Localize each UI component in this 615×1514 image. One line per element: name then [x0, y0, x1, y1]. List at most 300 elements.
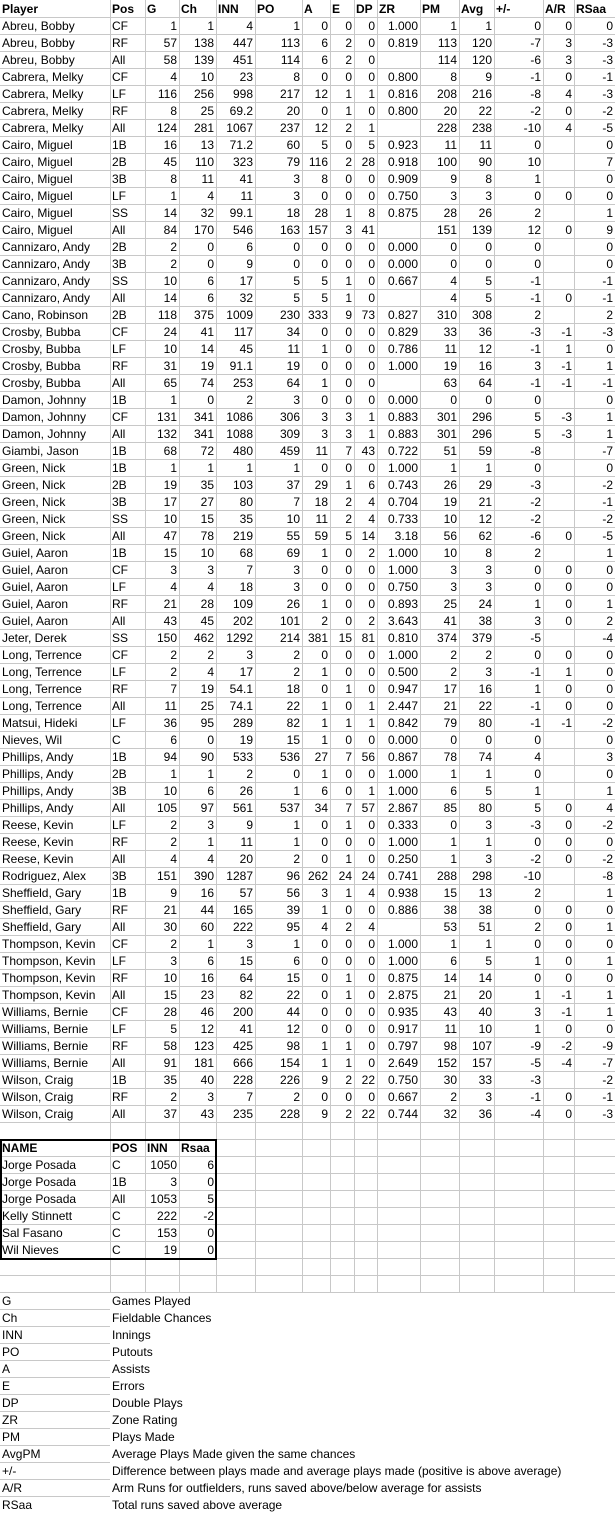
table-cell[interactable]: 8 [368, 206, 375, 220]
table-cell[interactable] [543, 443, 574, 460]
table-cell[interactable]: 0 [345, 665, 352, 679]
player-name-cell[interactable]: Phillips, Andy [2, 750, 74, 764]
table-cell[interactable]: 17 [239, 665, 253, 679]
player-name-cell[interactable]: Guiel, Aaron [2, 580, 69, 594]
table-cell[interactable]: 2 [345, 36, 352, 50]
table-cell[interactable]: -10 [523, 121, 541, 135]
table-cell[interactable]: 163 [279, 223, 300, 237]
table-cell[interactable]: 323 [232, 155, 253, 169]
legend-abbr[interactable]: DP [2, 1396, 19, 1410]
player-name-cell[interactable]: Cairo, Miguel [2, 172, 73, 186]
table-cell[interactable]: 0 [565, 104, 572, 118]
table-cell[interactable]: 0.750 [387, 189, 418, 203]
table-cell[interactable]: 6 [450, 954, 457, 968]
table-cell[interactable]: 107 [471, 1039, 492, 1053]
table-cell[interactable]: LF [112, 189, 127, 203]
table-cell[interactable]: 310 [436, 308, 457, 322]
table-cell[interactable]: 1B [112, 461, 127, 475]
table-cell[interactable]: 3 [207, 563, 214, 577]
table-cell[interactable]: CF [112, 563, 128, 577]
table-cell[interactable]: 0 [345, 359, 352, 373]
table-cell[interactable]: 3 [246, 648, 253, 662]
table-cell[interactable]: 1 [450, 937, 457, 951]
table-cell[interactable]: 28 [443, 206, 457, 220]
table-cell[interactable]: 18 [286, 682, 300, 696]
table-cell[interactable]: 2 [170, 1090, 177, 1104]
table-cell[interactable]: 124 [156, 121, 177, 135]
table-cell[interactable]: 1 [606, 206, 613, 220]
table-cell[interactable]: 1 [321, 733, 328, 747]
table-cell[interactable]: 1 [606, 410, 613, 424]
table-cell[interactable]: 2 [170, 240, 177, 254]
table-cell[interactable]: 10 [163, 342, 177, 356]
table-cell[interactable]: 0 [321, 563, 328, 577]
player-name-cell[interactable]: Cabrera, Melky [2, 70, 84, 84]
table-cell[interactable]: All [112, 121, 126, 135]
table-cell[interactable]: 9 [606, 223, 613, 237]
table-cell[interactable]: 0.704 [387, 495, 418, 509]
table-cell[interactable]: 1B [112, 444, 127, 458]
table-cell[interactable]: 0 [345, 138, 352, 152]
table-cell[interactable]: CF [112, 70, 128, 84]
table-cell[interactable]: 31 [163, 359, 177, 373]
player-name-cell[interactable]: Thompson, Kevin [2, 937, 96, 951]
table-cell[interactable]: 4 [565, 121, 572, 135]
table-cell[interactable]: 46 [200, 1005, 214, 1019]
table-cell[interactable]: 228 [279, 1107, 300, 1121]
table-cell[interactable]: 0 [534, 648, 541, 662]
catcher-cell[interactable]: C [112, 1209, 121, 1223]
table-cell[interactable]: 2.867 [387, 801, 418, 815]
table-cell[interactable]: 1 [565, 665, 572, 679]
table-cell[interactable]: 4 [368, 495, 375, 509]
table-cell[interactable]: -9 [602, 1039, 613, 1053]
table-cell[interactable]: 0 [606, 580, 613, 594]
table-cell[interactable]: 2.875 [387, 988, 418, 1002]
table-cell[interactable]: 1 [534, 784, 541, 798]
table-cell[interactable]: 6 [321, 36, 328, 50]
table-cell[interactable]: 0 [345, 733, 352, 747]
table-cell[interactable]: 0 [565, 1107, 572, 1121]
catcher-cell[interactable]: 0 [207, 1175, 214, 1189]
table-cell[interactable]: 4 [207, 189, 214, 203]
table-cell[interactable]: 0 [345, 19, 352, 33]
table-cell[interactable]: 0.883 [387, 410, 418, 424]
table-cell[interactable]: 2 [534, 308, 541, 322]
table-cell[interactable]: 3 [485, 580, 492, 594]
table-cell[interactable]: 10 [200, 70, 214, 84]
table-cell[interactable]: 0 [368, 1022, 375, 1036]
table-cell[interactable]: -1 [530, 291, 541, 305]
table-cell[interactable]: 36 [163, 716, 177, 730]
table-cell[interactable]: 1 [534, 172, 541, 186]
table-cell[interactable]: 2 [293, 852, 300, 866]
table-cell[interactable]: 0 [345, 614, 352, 628]
table-cell[interactable]: 7 [345, 444, 352, 458]
legend-abbr[interactable]: A [2, 1362, 11, 1376]
table-cell[interactable]: 2 [345, 920, 352, 934]
table-cell[interactable]: 3 [485, 818, 492, 832]
table-cell[interactable]: 11 [201, 172, 214, 186]
table-cell[interactable]: 26 [478, 206, 492, 220]
table-cell[interactable]: 0.938 [387, 886, 418, 900]
table-cell[interactable] [543, 868, 574, 885]
table-cell[interactable]: 13 [478, 886, 492, 900]
table-cell[interactable]: -3 [530, 325, 541, 339]
table-cell[interactable]: All [112, 53, 126, 67]
table-cell[interactable]: 165 [232, 903, 253, 917]
table-cell[interactable]: 6 [207, 274, 214, 288]
table-cell[interactable]: 18 [286, 206, 300, 220]
table-cell[interactable]: 0.000 [387, 393, 418, 407]
table-cell[interactable]: 3 [345, 223, 352, 237]
catcher-cell[interactable]: 19 [163, 1243, 177, 1257]
table-cell[interactable]: 4 [170, 852, 177, 866]
table-cell[interactable]: 301 [436, 410, 457, 424]
table-cell[interactable]: 18 [314, 495, 328, 509]
table-cell[interactable]: 1 [606, 784, 613, 798]
table-cell[interactable]: 3 [606, 750, 613, 764]
table-cell[interactable]: -1 [530, 274, 541, 288]
table-cell[interactable]: 0.819 [387, 36, 418, 50]
table-cell[interactable]: 27 [314, 750, 328, 764]
table-cell[interactable]: 5 [534, 410, 541, 424]
legend-description[interactable]: Putouts [110, 1344, 615, 1361]
table-cell[interactable]: LF [112, 87, 127, 101]
table-cell[interactable]: 3 [534, 359, 541, 373]
table-cell[interactable]: 94 [163, 750, 177, 764]
table-cell[interactable]: 22 [361, 1073, 375, 1087]
table-cell[interactable]: 33 [443, 325, 457, 339]
table-cell[interactable]: 1 [170, 189, 177, 203]
table-cell[interactable]: 0.886 [387, 903, 418, 917]
table-cell[interactable] [543, 273, 574, 290]
table-cell[interactable]: 19 [286, 359, 300, 373]
table-cell[interactable]: 0 [345, 563, 352, 577]
table-cell[interactable]: All [112, 529, 126, 543]
table-cell[interactable]: 3 [170, 563, 177, 577]
table-cell[interactable]: 23 [200, 988, 214, 1002]
table-cell[interactable]: CF [112, 410, 128, 424]
table-cell[interactable]: 0 [207, 733, 214, 747]
table-cell[interactable]: 238 [471, 121, 492, 135]
table-cell[interactable]: LF [112, 580, 127, 594]
table-cell[interactable]: 0 [293, 257, 300, 271]
table-cell[interactable]: 60 [200, 920, 214, 934]
table-cell[interactable]: 59 [314, 529, 328, 543]
catcher-cell[interactable]: Wil Nieves [2, 1243, 59, 1257]
table-cell[interactable]: 22 [361, 1107, 375, 1121]
table-cell[interactable]: 0 [368, 189, 375, 203]
table-cell[interactable]: 281 [193, 121, 214, 135]
table-cell[interactable]: 3 [246, 937, 253, 951]
table-cell[interactable]: 4 [450, 274, 457, 288]
table-cell[interactable]: 2 [534, 886, 541, 900]
player-name-cell[interactable]: Green, Nick [2, 512, 66, 526]
table-cell[interactable]: 0 [368, 818, 375, 832]
table-cell[interactable]: -6 [530, 529, 541, 543]
table-cell[interactable]: 0 [345, 172, 352, 186]
table-cell[interactable]: 120 [471, 36, 492, 50]
player-name-cell[interactable]: Phillips, Andy [2, 767, 74, 781]
table-cell[interactable]: 6 [207, 954, 214, 968]
table-cell[interactable]: 4 [207, 580, 214, 594]
table-cell[interactable]: 0 [293, 767, 300, 781]
table-cell[interactable]: 3 [293, 393, 300, 407]
table-cell[interactable]: 2 [170, 257, 177, 271]
table-cell[interactable]: 214 [279, 631, 300, 645]
table-cell[interactable]: 11 [315, 512, 328, 526]
table-cell[interactable]: 5 [321, 291, 328, 305]
table-cell[interactable]: 28 [200, 597, 214, 611]
table-cell[interactable]: 139 [471, 223, 492, 237]
table-cell[interactable]: 15 [163, 988, 177, 1002]
table-cell[interactable]: 11 [444, 342, 457, 356]
table-cell[interactable] [543, 477, 574, 494]
table-cell[interactable]: 51 [478, 920, 492, 934]
table-cell[interactable]: 3 [293, 563, 300, 577]
table-cell[interactable]: 0 [345, 954, 352, 968]
table-cell[interactable]: 0 [606, 903, 613, 917]
catcher-header-cell[interactable]: POS [112, 1141, 138, 1155]
table-cell[interactable]: 0 [345, 1090, 352, 1104]
table-cell[interactable]: 0.797 [387, 1039, 418, 1053]
table-cell[interactable]: 74.1 [229, 699, 253, 713]
table-cell[interactable]: 1 [485, 937, 492, 951]
legend-description[interactable]: Plays Made [110, 1429, 615, 1446]
table-cell[interactable]: 1 [293, 835, 300, 849]
table-cell[interactable]: 120 [471, 53, 492, 67]
table-cell[interactable]: 1 [170, 393, 177, 407]
table-cell[interactable]: 7 [345, 750, 352, 764]
table-cell[interactable]: 44 [286, 1005, 300, 1019]
table-cell[interactable]: All [112, 427, 126, 441]
legend-description[interactable]: Difference between plays made and average plays made (positive is above average) [110, 1463, 615, 1480]
table-cell[interactable]: 1292 [226, 631, 253, 645]
table-cell[interactable]: -4 [530, 1107, 541, 1121]
table-cell[interactable]: 0 [368, 835, 375, 849]
table-cell[interactable]: 0 [368, 36, 375, 50]
table-cell[interactable]: 2 [345, 1073, 352, 1087]
table-cell[interactable]: -1 [530, 376, 541, 390]
player-name-cell[interactable]: Green, Nick [2, 529, 66, 543]
header-cell[interactable]: Avg [461, 2, 484, 16]
table-cell[interactable]: 32 [443, 1107, 457, 1121]
table-cell[interactable]: 78 [200, 529, 214, 543]
table-cell[interactable]: LF [112, 818, 127, 832]
table-cell[interactable]: 0 [534, 393, 541, 407]
table-cell[interactable]: 43 [361, 444, 375, 458]
table-cell[interactable]: 19 [200, 682, 214, 696]
table-cell[interactable]: 6 [321, 53, 328, 67]
table-cell[interactable]: 0 [565, 954, 572, 968]
table-cell[interactable]: 109 [232, 597, 253, 611]
table-cell[interactable]: 3 [485, 189, 492, 203]
catcher-header-cell[interactable]: NAME [2, 1141, 38, 1155]
table-cell[interactable]: 0 [368, 342, 375, 356]
table-cell[interactable]: 0 [565, 614, 572, 628]
table-cell[interactable]: 2 [345, 512, 352, 526]
table-cell[interactable]: 114 [280, 53, 300, 67]
table-cell[interactable]: 1 [450, 461, 457, 475]
table-cell[interactable]: 0 [534, 189, 541, 203]
table-cell[interactable]: 0 [321, 240, 328, 254]
table-cell[interactable]: 32 [239, 291, 253, 305]
table-cell[interactable]: 34 [286, 325, 300, 339]
table-cell[interactable]: 63 [443, 376, 457, 390]
table-cell[interactable]: 1 [450, 767, 457, 781]
table-cell[interactable]: 3 [321, 427, 328, 441]
table-cell[interactable]: 0.893 [387, 597, 418, 611]
table-cell[interactable]: -2 [602, 852, 613, 866]
table-cell[interactable]: 10 [163, 971, 177, 985]
player-name-cell[interactable]: Sheffield, Gary [2, 903, 82, 917]
table-cell[interactable]: 90 [200, 750, 214, 764]
table-cell[interactable]: 0 [534, 461, 541, 475]
table-cell[interactable]: 6 [321, 784, 328, 798]
table-cell[interactable]: 1.000 [387, 784, 418, 798]
table-cell[interactable]: 3 [170, 954, 177, 968]
table-cell[interactable]: 3 [450, 563, 457, 577]
table-cell[interactable]: 47 [163, 529, 177, 543]
table-cell[interactable]: 13 [200, 138, 214, 152]
table-cell[interactable]: 15 [443, 886, 457, 900]
table-cell[interactable]: 1 [345, 818, 352, 832]
table-cell[interactable]: 35 [200, 478, 214, 492]
table-cell[interactable]: 53 [443, 920, 457, 934]
table-cell[interactable]: 3 [534, 1005, 541, 1019]
table-cell[interactable]: 1 [606, 920, 613, 934]
table-cell[interactable]: -10 [523, 869, 541, 883]
table-cell[interactable]: 35 [239, 512, 253, 526]
table-cell[interactable]: 0 [368, 852, 375, 866]
table-cell[interactable]: -2 [602, 818, 613, 832]
table-cell[interactable]: 12 [286, 1022, 300, 1036]
table-cell[interactable]: 6 [207, 291, 214, 305]
table-cell[interactable]: 4 [534, 750, 541, 764]
table-cell[interactable]: 45 [200, 614, 214, 628]
legend-description[interactable]: Total runs saved above average [110, 1497, 615, 1514]
header-cell[interactable]: Pos [112, 2, 135, 16]
player-name-cell[interactable]: Phillips, Andy [2, 784, 74, 798]
table-cell[interactable]: 2 [170, 648, 177, 662]
table-cell[interactable]: 375 [193, 308, 214, 322]
table-cell[interactable]: 3 [485, 1090, 492, 1104]
table-cell[interactable]: 0.667 [387, 1090, 418, 1104]
table-cell[interactable]: 0 [207, 257, 214, 271]
table-cell[interactable]: 58 [163, 1039, 177, 1053]
table-cell[interactable]: -2 [602, 1073, 613, 1087]
catcher-cell[interactable]: C [112, 1243, 121, 1257]
table-cell[interactable]: 2 [170, 665, 177, 679]
table-cell[interactable]: 41 [443, 614, 457, 628]
table-cell[interactable]: -1 [561, 325, 572, 339]
player-name-cell[interactable]: Crosby, Bubba [2, 342, 81, 356]
table-cell[interactable]: 0 [565, 682, 572, 696]
table-cell[interactable]: -8 [530, 444, 541, 458]
table-cell[interactable]: 0.333 [387, 818, 418, 832]
table-cell[interactable]: -3 [602, 53, 613, 67]
table-cell[interactable]: 12 [527, 223, 541, 237]
table-cell[interactable]: 0 [606, 342, 613, 356]
player-name-cell[interactable]: Cabrera, Melky [2, 121, 84, 135]
table-cell[interactable]: RF [112, 971, 128, 985]
table-cell[interactable]: 113 [280, 36, 300, 50]
table-cell[interactable]: 0 [565, 835, 572, 849]
table-cell[interactable]: 73 [361, 308, 375, 322]
table-cell[interactable]: 62 [478, 529, 492, 543]
table-cell[interactable]: -1 [530, 70, 541, 84]
table-cell[interactable]: -1 [530, 342, 541, 356]
table-cell[interactable]: 1 [450, 19, 457, 33]
header-cell[interactable]: DP [356, 2, 373, 16]
player-name-cell[interactable]: Guiel, Aaron [2, 546, 69, 560]
table-cell[interactable]: 27 [200, 495, 214, 509]
table-cell[interactable] [543, 137, 574, 154]
legend-description[interactable]: Innings [110, 1327, 615, 1344]
table-cell[interactable]: 0 [368, 767, 375, 781]
player-name-cell[interactable]: Guiel, Aaron [2, 614, 69, 628]
table-cell[interactable]: 0 [345, 699, 352, 713]
table-cell[interactable]: 2 [368, 546, 375, 560]
table-cell[interactable]: -1 [602, 274, 613, 288]
player-name-cell[interactable]: Sheffield, Gary [2, 886, 82, 900]
table-cell[interactable]: 0 [368, 1039, 375, 1053]
header-cell[interactable]: +/- [496, 2, 511, 16]
legend-abbr[interactable]: Ch [2, 1311, 18, 1325]
table-cell[interactable]: 10 [163, 512, 177, 526]
table-cell[interactable]: -1 [602, 1090, 613, 1104]
table-cell[interactable]: 3 [207, 818, 214, 832]
table-cell[interactable]: -5 [602, 121, 613, 135]
table-cell[interactable]: 0.875 [387, 971, 418, 985]
table-cell[interactable]: -1 [530, 1090, 541, 1104]
table-cell[interactable]: -2 [530, 104, 541, 118]
table-cell[interactable]: 1 [345, 206, 352, 220]
table-cell[interactable]: 1 [321, 342, 328, 356]
table-cell[interactable]: 1 [345, 1056, 352, 1070]
player-name-cell[interactable]: Williams, Bernie [2, 1056, 89, 1070]
table-cell[interactable]: -3 [530, 818, 541, 832]
table-cell[interactable]: 56 [443, 529, 457, 543]
table-cell[interactable]: 8 [170, 104, 177, 118]
table-cell[interactable]: 0 [345, 597, 352, 611]
table-cell[interactable]: 0 [321, 937, 328, 951]
table-cell[interactable]: 29 [314, 478, 328, 492]
table-cell[interactable]: 0 [534, 240, 541, 254]
table-cell[interactable]: -7 [530, 36, 541, 50]
table-cell[interactable]: 95 [286, 920, 300, 934]
table-cell[interactable]: 4 [170, 580, 177, 594]
table-cell[interactable]: 1 [321, 546, 328, 560]
table-cell[interactable]: 14 [361, 529, 375, 543]
table-cell[interactable]: 22 [478, 699, 492, 713]
table-cell[interactable]: -1 [530, 665, 541, 679]
catcher-cell[interactable]: Sal Fasano [2, 1226, 63, 1240]
table-cell[interactable]: 1 [565, 342, 572, 356]
table-cell[interactable]: 2.649 [387, 1056, 418, 1070]
table-cell[interactable]: 45 [239, 342, 253, 356]
table-cell[interactable]: 1 [321, 903, 328, 917]
table-cell[interactable]: 1 [345, 291, 352, 305]
table-cell[interactable]: 1.000 [387, 767, 418, 781]
player-name-cell[interactable]: Long, Terrence [2, 648, 82, 662]
table-cell[interactable]: 0 [321, 104, 328, 118]
table-cell[interactable]: 309 [279, 427, 300, 441]
table-cell[interactable]: 0 [345, 376, 352, 390]
table-cell[interactable]: 15 [338, 631, 352, 645]
table-cell[interactable]: 19 [443, 495, 457, 509]
